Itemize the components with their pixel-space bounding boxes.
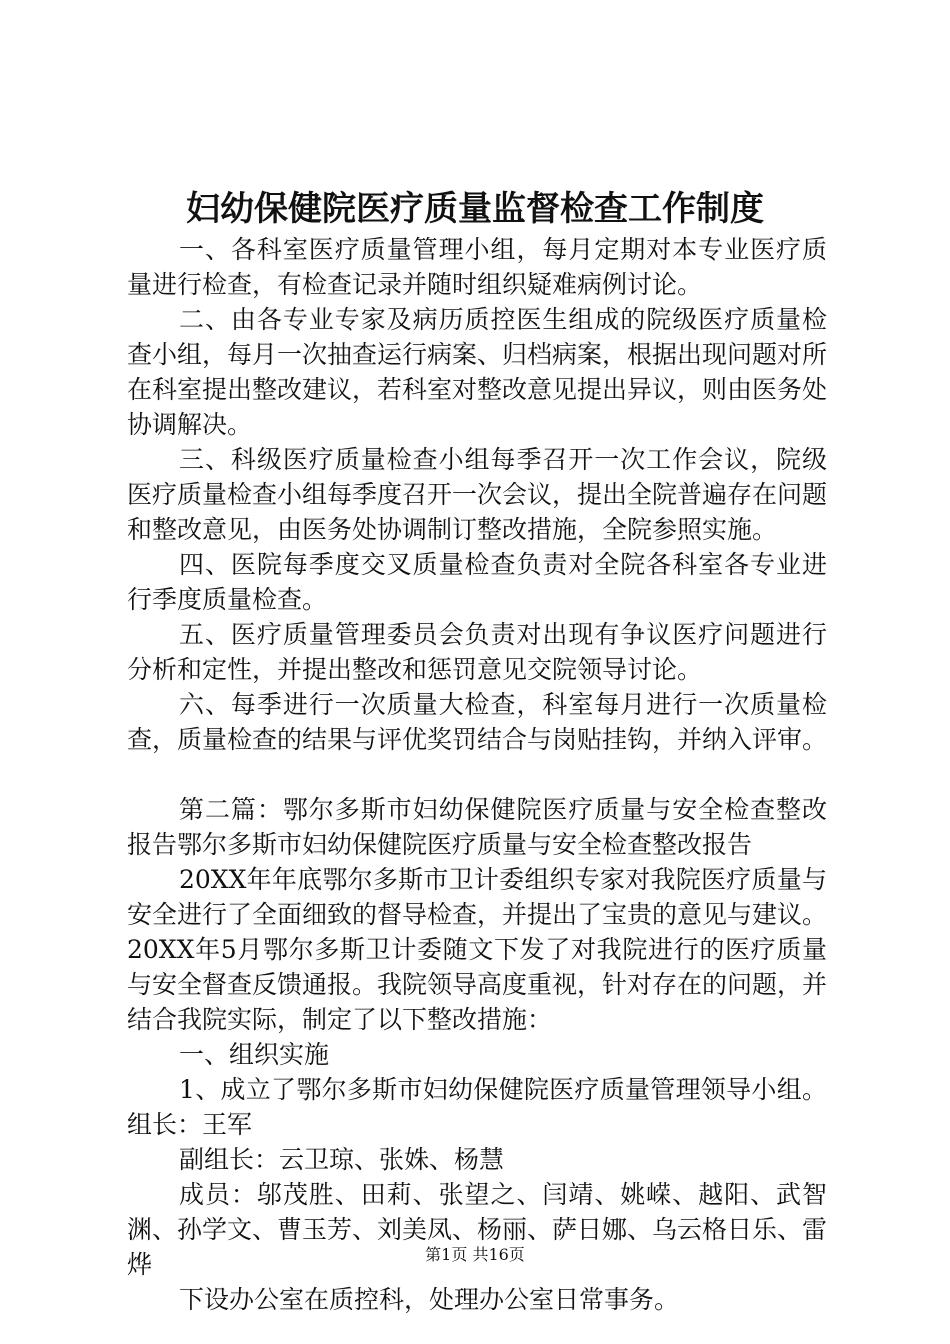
document-title: 妇幼保健院医疗质量监督检查工作制度 <box>186 189 764 229</box>
document-body <box>127 232 827 1317</box>
paragraph-8: 20XX年年底鄂尔多斯市卫计委组织专家对我院医疗质量与安全进行了全面细致的督导检查，并提出了宝贵的意见与建议。20XX年5月鄂尔多斯卫计委随文下发了对我院进行的医疗质量与安全督查反馈通报。我院领导高度重视，针对存在的问题，并结合我院实际，制定了以下整改措施： <box>127 865 828 1034</box>
paragraph-5: 五、医疗质量管理委员会负责对出现有争议医疗问题进行分析和定性，并提出整改和惩罚意见交院领导讨论。 <box>127 620 827 684</box>
section-two-heading: 第二篇：鄂尔多斯市妇幼保健院医疗质量与安全检查整改报告鄂尔多斯市妇幼保健院医疗质量与安全检查整改报告 <box>127 795 827 859</box>
paragraph-2: 二、由各专业专家及病历质控医生组成的院级医疗质量检查小组，每月一次抽查运行病案、归档病案，根据出现问题对所在科室提出整改建议，若科室对整改意见提出异议，则由医务处协调解决。 <box>127 305 828 439</box>
paragraph-10: 1、成立了鄂尔多斯市妇幼保健院医疗质量管理领导小组。组长：王军 <box>127 1075 827 1139</box>
paragraph-13: 下设办公室在质控科，处理办公室日常事务。 <box>179 1285 680 1314</box>
paragraph-4: 四、医院每季度交叉质量检查负责对全院各科室各专业进行季度质量检查。 <box>127 550 827 614</box>
paragraph-3: 三、科级医疗质量检查小组每季召开一次工作会议，院级医疗质量检查小组每季度召开一次会议，提出全院普遍存在问题和整改意见，由医务处协调制订整改措施，全院参照实施。 <box>127 445 828 544</box>
paragraph-11: 副组长：云卫琼、张姝、杨慧 <box>179 1145 505 1174</box>
paragraph-12: 成员：邬茂胜、田莉、张望之、闫靖、姚嵘、越阳、武智渊、孙学文、曹玉芳、刘美凤、杨丽、萨日娜、乌云格日乐、雷烨 <box>127 1180 828 1279</box>
page-footer: 第1页 共16页 <box>425 1245 525 1264</box>
paragraph-1: 一、各科室医疗质量管理小组，每月定期对本专业医疗质量进行检查，有检查记录并随时组织疑难病例讨论。 <box>127 235 827 299</box>
subheading-organization: 一、组织实施 <box>179 1040 330 1069</box>
paragraph-6: 六、每季进行一次质量大检查，科室每月进行一次质量检查，质量检查的结果与评优奖罚结合与岗贴挂钩，并纳入评审。 <box>127 690 828 754</box>
